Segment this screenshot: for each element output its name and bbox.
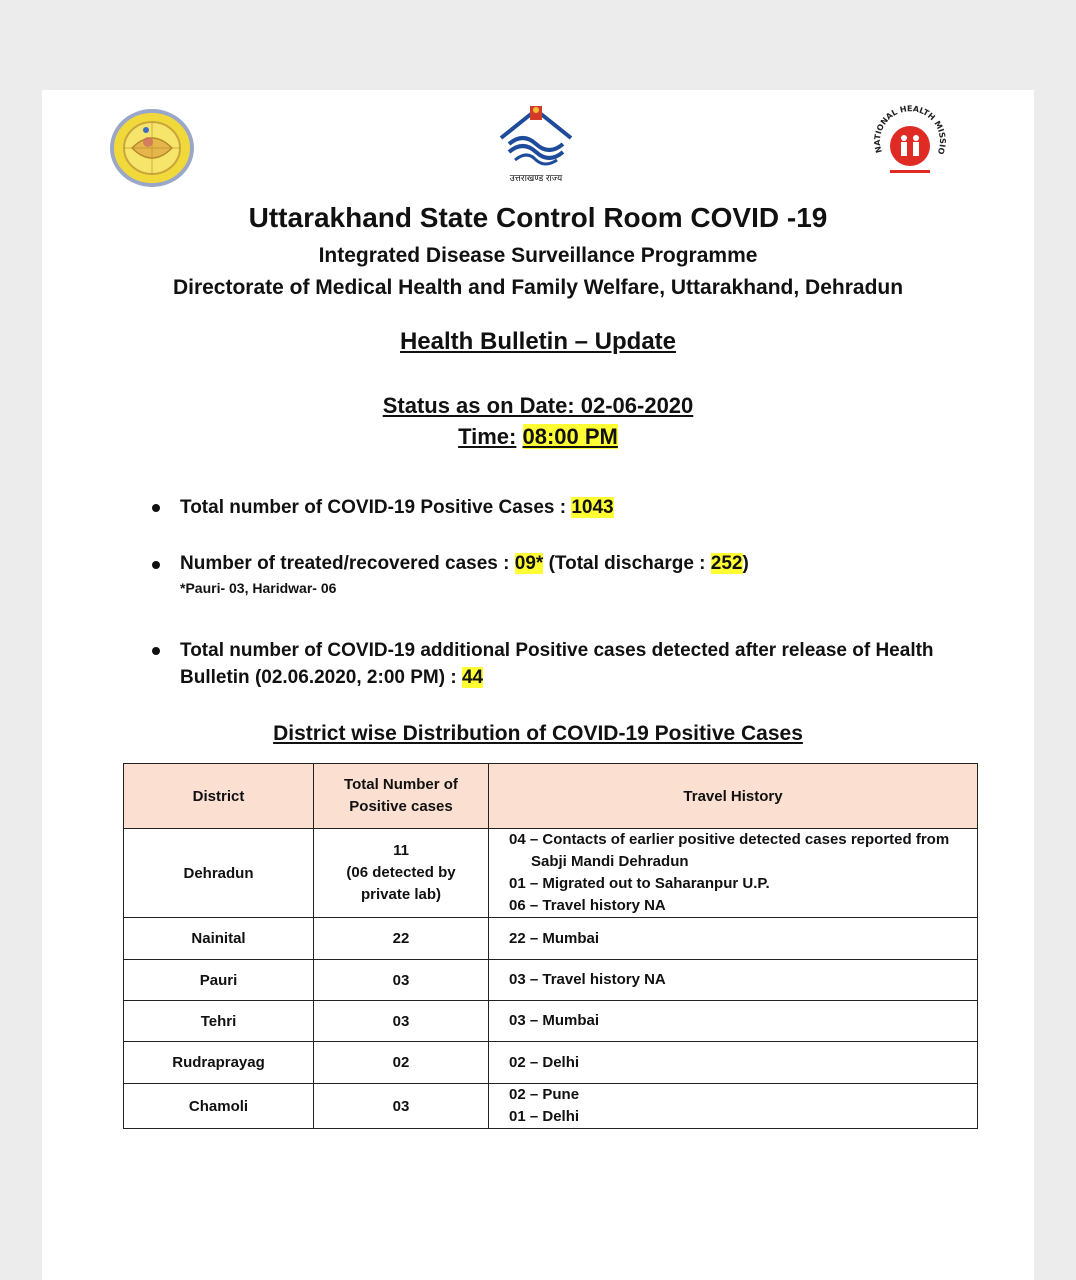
discharge-prefix: (Total discharge : bbox=[548, 553, 706, 574]
total-cases-item bbox=[180, 494, 980, 521]
idsp-logo bbox=[110, 108, 194, 188]
district-cell: Chamoli bbox=[124, 1084, 314, 1129]
discharge-suffix: ) bbox=[742, 553, 749, 574]
total-cases-header bbox=[314, 764, 489, 829]
total-header-line2: Positive cases bbox=[349, 798, 453, 815]
travel-cell bbox=[489, 1001, 978, 1042]
bulletin-heading bbox=[42, 328, 1034, 356]
travel-line: 06 – Travel history NA bbox=[509, 897, 666, 914]
district-cell: Pauri bbox=[124, 960, 314, 1001]
total-cases-label: Total number of COVID-19 Positive Cases : bbox=[180, 497, 567, 518]
count-note-line1: (06 detected by bbox=[346, 864, 456, 881]
table-title bbox=[42, 722, 1034, 746]
table-header-row bbox=[124, 764, 978, 829]
count-value: 11 bbox=[393, 842, 409, 859]
travel-cell bbox=[489, 1042, 978, 1084]
travel-line: 04 – Contacts of earlier positive detected cases reported from bbox=[509, 831, 950, 848]
district-cell: Dehradun bbox=[124, 829, 314, 918]
count-note-line2: private lab) bbox=[360, 886, 442, 903]
status-date bbox=[42, 393, 1034, 419]
table-row bbox=[124, 1001, 978, 1042]
district-cell: Nainital bbox=[124, 918, 314, 960]
bulletin-heading-text: Health Bulletin – Update bbox=[399, 328, 677, 355]
recovered-item bbox=[180, 550, 980, 577]
travel-line: 03 – Travel history NA bbox=[509, 971, 666, 988]
recovered-footnote: *Pauri- 03, Haridwar- 06 bbox=[180, 580, 337, 596]
travel-cell bbox=[489, 829, 978, 918]
discharge-value: 252 bbox=[710, 553, 743, 574]
directorate-subtitle: Directorate of Medical Health and Family Welfare, Uttarakhand, Dehradun bbox=[172, 276, 904, 299]
travel-line: Sabji Mandi Dehradun bbox=[531, 853, 689, 870]
programme-subtitle: Integrated Disease Surveillance Programme bbox=[318, 244, 758, 267]
count-cell: 03 bbox=[314, 1084, 489, 1129]
table-title-text: District wise Distribution of COVID-19 Positive Cases bbox=[273, 722, 803, 745]
count-cell: 22 bbox=[314, 918, 489, 960]
district-cell: Rudraprayag bbox=[124, 1042, 314, 1084]
recovered-value: 09* bbox=[514, 553, 544, 574]
nhm-ring-text: NATIONAL HEALTH MISSIO bbox=[872, 104, 948, 156]
additional-cases-value: 44 bbox=[461, 667, 484, 688]
travel-line: 22 – Mumbai bbox=[509, 929, 600, 947]
emblem-caption: उत्तराखण्ड राज्य bbox=[509, 173, 563, 183]
travel-cell bbox=[489, 918, 978, 960]
page-title: Uttarakhand State Control Room COVID -19 bbox=[248, 202, 828, 233]
travel-line: 01 – Migrated out to Saharanpur U.P. bbox=[509, 875, 770, 892]
table-row bbox=[124, 829, 978, 918]
count-cell: 03 bbox=[314, 1001, 489, 1042]
nhm-logo bbox=[870, 104, 950, 184]
status-time bbox=[42, 424, 1034, 450]
count-cell bbox=[314, 829, 489, 918]
district-table bbox=[123, 763, 978, 1129]
additional-cases-label: Total number of COVID-19 additional Positive cases detected after release of Health Bulletin (02.06.2020, 2:00 PM) : bbox=[180, 640, 934, 688]
count-cell: 02 bbox=[314, 1042, 489, 1084]
district-cell: Tehri bbox=[124, 1001, 314, 1042]
bullet-dot bbox=[152, 561, 160, 569]
total-cases-value: 1043 bbox=[571, 497, 614, 518]
bullet-dot bbox=[152, 647, 160, 655]
travel-cell bbox=[489, 1084, 978, 1129]
travel-cell bbox=[489, 960, 978, 1001]
table-row bbox=[124, 918, 978, 960]
travel-line: 01 – Delhi bbox=[509, 1108, 580, 1125]
uttarakhand-emblem bbox=[495, 102, 577, 182]
table-row bbox=[124, 1084, 978, 1129]
table-row bbox=[124, 1042, 978, 1084]
time-value: 08:00 PM bbox=[522, 424, 618, 449]
bulletin-page bbox=[42, 90, 1034, 1280]
additional-cases-item bbox=[180, 637, 980, 691]
travel-line: 02 – Delhi bbox=[509, 1053, 580, 1071]
district-header: District bbox=[124, 764, 314, 829]
travel-line: 02 – Pune bbox=[509, 1086, 580, 1103]
time-label: Time: bbox=[458, 424, 517, 449]
count-cell: 03 bbox=[314, 960, 489, 1001]
travel-line: 03 – Mumbai bbox=[509, 1012, 600, 1029]
bullet-dot bbox=[152, 504, 160, 512]
travel-history-header: Travel History bbox=[489, 764, 978, 829]
total-header-line1: Total Number of bbox=[344, 776, 458, 793]
status-date-text: Status as on Date: 02-06-2020 bbox=[382, 393, 694, 418]
table-row bbox=[124, 960, 978, 1001]
recovered-label: Number of treated/recovered cases : bbox=[180, 553, 510, 574]
